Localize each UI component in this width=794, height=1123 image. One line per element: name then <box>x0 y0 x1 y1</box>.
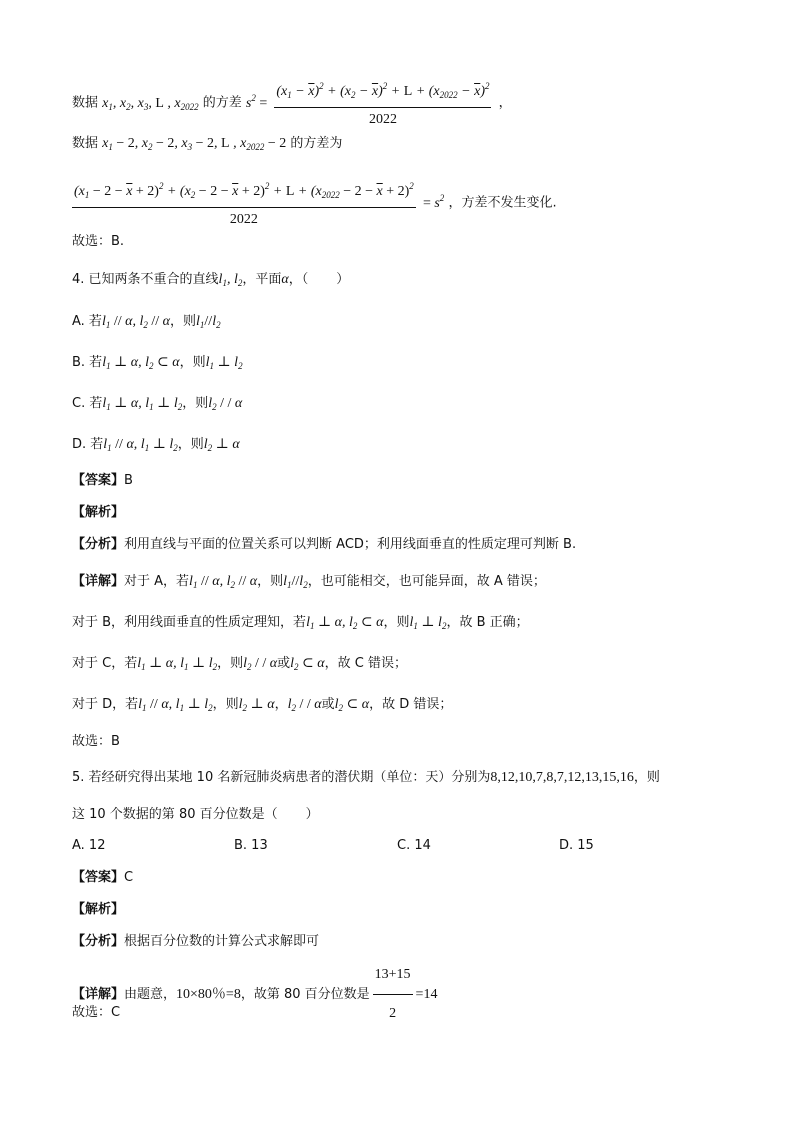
q4-option-d[interactable]: D. 若$l_1$ // α, $l_1$ ⊥ $l_2$，则$l_2$ ⊥ α <box>72 437 240 453</box>
q4-fenxi: 【分析】利用直线与平面的位置关系可以判断 ACD；利用线面垂直的性质定理可判断 B. <box>72 537 577 552</box>
shifted-data-line: 数据 $x_1 - 2$, $x_2 - 2$, $x_3 - 2$, L , $x_{2022} - 2$ 的方差为 <box>72 136 343 152</box>
q4-option-c[interactable]: C. 若$l_1$ ⊥ α, $l_1$ ⊥ $l_2$，则$l_2$ / / α <box>72 396 243 412</box>
q4-answer: 【答案】B <box>72 473 133 488</box>
q5-analysis-tag: 【解析】 <box>72 902 125 917</box>
q5-option-c[interactable]: C. 14 <box>397 838 431 853</box>
q5-option-a[interactable]: A. 12 <box>72 838 106 853</box>
q4-option-a[interactable]: A. 若$l_1$ // α, $l_2$ // α，则$l_1//l_2$ <box>72 314 221 330</box>
q5-fenxi: 【分析】根据百分位数的计算公式求解即可 <box>72 934 320 949</box>
q4-detail-b: 对于 B，利用线面垂直的性质定理知，若$l_1$ ⊥ α, $l_2$ ⊂ α，则$l_1$ ⊥ $l_2$，故 B 正确； <box>72 615 529 631</box>
q4-detail-c: 对于 C，若$l_1$ ⊥ α, $l_1$ ⊥ $l_2$，则$l_2$ / / α或$l_2$ ⊂ α，故 C 错误； <box>72 656 407 672</box>
q5-option-d[interactable]: D. 15 <box>559 838 594 853</box>
q5-stem-line2: 这 10 个数据的第 80 百分位数是（ ） <box>72 807 319 822</box>
q4-option-b[interactable]: B. 若$l_1$ ⊥ α, $l_2$ ⊂ α，则$l_1$ ⊥ $l_2$ <box>72 355 243 371</box>
q5-options <box>72 838 722 858</box>
math-sequence: $x_1$, $x_2$, $x_3$, L , $x_{2022}$ <box>102 95 199 112</box>
q4-detail-a: 【详解】对于 A，若$l_1$ // α, $l_2$ // α，则$l_1//l_2$，也可能相交，也可能异面，故 A 错误； <box>72 574 546 590</box>
q4-analysis-tag: 【解析】 <box>72 505 125 520</box>
q5-detail: 【详解】由题意，10×80％=8，故第 80 百分位数是 $\frac{13+15}{2}$ =14 <box>72 958 437 1031</box>
fraction: $(x_1 - 2 - \overline{x} + 2)^2 + (x_2 - 2 - \overline{x} + 2)^2 + L + (x_{2022} - 2 - \overline{x} + 2)^2$ 2022 <box>72 176 416 230</box>
fraction: $\frac{13+15}{2}$ <box>373 958 413 1031</box>
q4-detail-d: 对于 D，若$l_1$ // α, $l_1$ ⊥ $l_2$，则$l_2$ ⊥ α，$l_2$ / / α或$l_2$ ⊂ α，故 D 错误； <box>72 697 453 713</box>
q4-conclusion: 故选：B <box>72 734 120 749</box>
q5-option-b[interactable]: B. 13 <box>234 838 268 853</box>
math-variance: $s^2$ = <box>245 92 268 111</box>
q5-stem: 5. 若经研究得出某地 10 名新冠肺炎病患者的潜伏期（单位：天）分别为8,12,10,7,8,7,12,13,15,16，则 <box>72 770 660 785</box>
q5-conclusion: 故选：C <box>72 1005 121 1020</box>
q5-answer: 【答案】C <box>72 870 134 885</box>
fraction: $\frac{(x_1 - \overline{x})^2 + (x_2 - \overline{x})^2 + L + (x_{2022} - \overline{x})^2}{2022}$ <box>274 76 491 130</box>
shifted-variance-formula: $(x_1 - 2 - \overline{x} + 2)^2 + (x_2 - 2 - \overline{x} + 2)^2 + L + (x_{2022} - 2 - \overline{x} + 2)^2$ 2022 = $s^2$ ，方差不发生变化. <box>72 176 557 230</box>
text: 数据 <box>72 95 99 111</box>
q4-stem: 4. 已知两条不重合的直线$l_1$, $l_2$，平面α，（ ） <box>72 272 350 288</box>
answer-line: 故选：B. <box>72 234 125 249</box>
math-sequence: $x_1 - 2$, $x_2 - 2$, $x_3 - 2$, L , $x_{2022} - 2$ <box>102 136 287 152</box>
text: 的方差 <box>202 95 242 111</box>
variance-formula-line: 数据 $x_1$, $x_2$, $x_3$, L , $x_{2022}$ 的方差 $s^2$ = $\frac{(x_1 - \overline{x})^2 + (x_2 - \overline{x})^2 + L + (x_{2022} - \overline{x})^2}{2022}$ ， <box>72 76 512 130</box>
